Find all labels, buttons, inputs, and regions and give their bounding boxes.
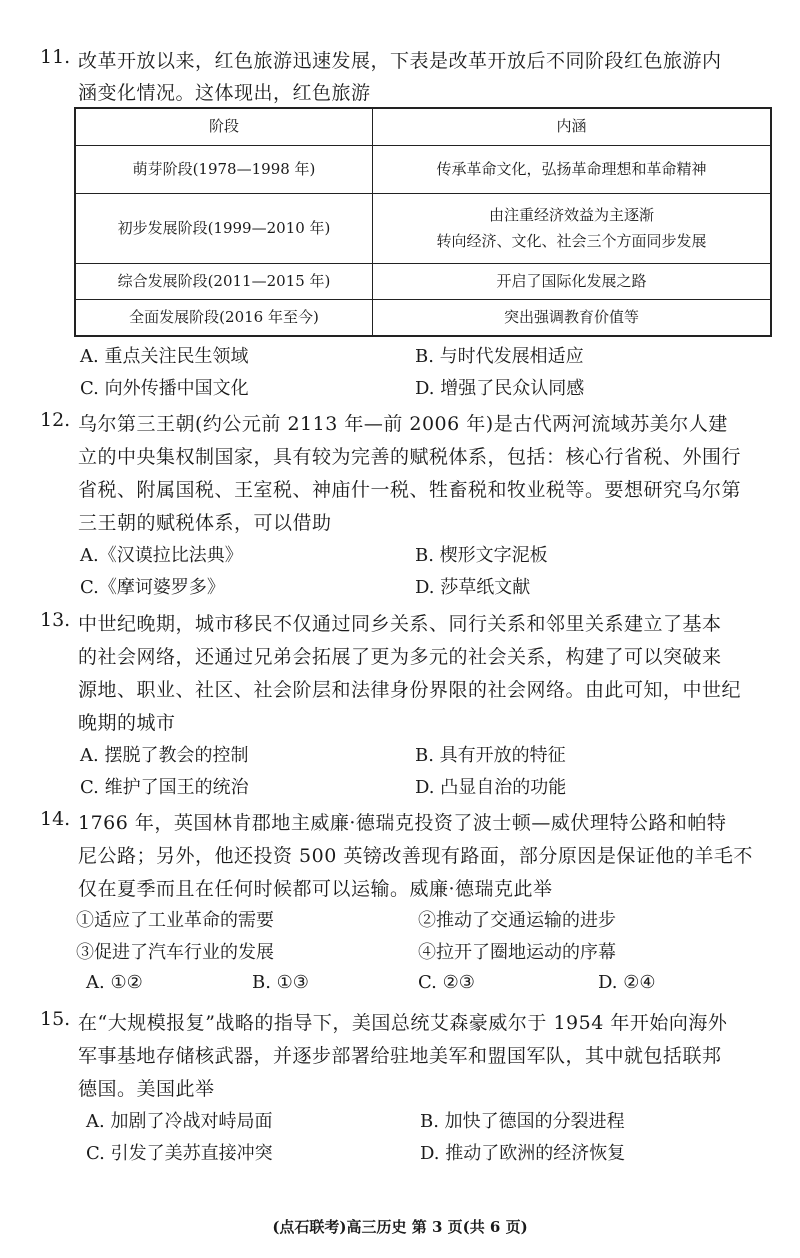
statement-3: ③促进了汽车行业的发展 [76,942,274,963]
option-d[interactable]: D. 莎草纸文献 [415,577,531,598]
question-text-line: 立的中央集权制国家，具有较为完善的赋税体系，包括：核心行省税、外围行 [78,446,742,468]
question-number: 12. [40,409,71,431]
statement-1: ①适应了工业革命的需要 [76,910,274,931]
question-text-line: 在“大规模报复”战略的指导下，美国总统艾森豪威尔于 1954 年开始向海外 [78,1012,728,1034]
table-row [75,300,771,336]
option-c[interactable]: C.《摩诃婆罗多》 [80,577,225,598]
table-header-content: 内涵 [373,108,772,146]
question-text-line: 尼公路；另外，他还投资 500 英镑改善现有路面，部分原因是保证他的羊毛不 [78,845,753,867]
option-d[interactable]: D. 增强了民众认同感 [415,378,585,399]
question-text-line: 军事基地存储核武器，并逐步部署给驻地美军和盟国军队，其中就包括联邦 [78,1045,722,1067]
question-text-line: 德国。美国此举 [78,1078,215,1100]
table-cell-content: 开启了国际化发展之路 [373,264,772,300]
option-a[interactable]: A. ①② [86,972,143,993]
option-c[interactable]: C. 引发了美苏直接冲突 [86,1143,273,1164]
option-c[interactable]: C. ②③ [418,972,475,993]
question-text-line: 1766 年，英国林肯郡地主威廉·德瑞克投资了波士顿—威伏理特公路和帕特 [78,812,727,834]
table-cell-stage: 综合发展阶段(2011—2015 年) [75,264,373,300]
option-c[interactable]: C. 维护了国王的统治 [80,777,249,798]
table-header-stage: 阶段 [75,108,373,146]
question-text-line: 涵变化情况。这体现出，红色旅游 [78,82,371,104]
question-text-line: 的社会网络，还通过兄弟会拓展了更为多元的社会关系，构建了可以突破来 [78,646,722,668]
option-b[interactable]: B. ①③ [252,972,309,993]
question-number: 14. [40,808,71,830]
option-d[interactable]: D. ②④ [598,972,656,993]
question-number: 11. [40,46,71,68]
question-text-line: 中世纪晚期，城市移民不仅通过同乡关系、同行关系和邻里关系建立了基本 [78,613,722,635]
option-c[interactable]: C. 向外传播中国文化 [80,378,249,399]
question-text-line: 晚期的城市 [78,712,176,734]
table-row [75,146,771,194]
option-d[interactable]: D. 凸显自治的功能 [415,777,567,798]
table-cell-content [373,194,772,264]
table-cell-stage: 初步发展阶段(1999—2010 年) [75,194,373,264]
table-cell-content: 传承革命文化，弘扬革命理想和革命精神 [373,146,772,194]
option-b[interactable]: B. 具有开放的特征 [415,745,566,766]
table-cell-content-line: 转向经济、文化、社会三个方面同步发展 [436,231,707,250]
tourism-stage-table [74,107,772,337]
question-text-line: 省税、附属国税、王室税、神庙什一税、牲畜税和牧业税等。要想研究乌尔第 [78,479,742,501]
option-a[interactable]: A. 加剧了冷战对峙局面 [86,1111,273,1132]
option-b[interactable]: B. 楔形文字泥板 [415,545,548,566]
question-text-line: 三王朝的赋税体系，可以借助 [78,512,332,534]
question-text-line: 仅在夏季而且在任何时候都可以运输。威廉·德瑞克此举 [78,878,553,900]
table-cell-content-line: 由注重经济效益为主逐渐 [488,206,654,224]
table-cell-content: 突出强调教育价值等 [373,300,772,336]
option-b[interactable]: B. 加快了德国的分裂进程 [420,1111,625,1132]
option-a[interactable]: A. 重点关注民生领域 [80,346,249,367]
question-text-line: 源地、职业、社区、社会阶层和法律身份界限的社会网络。由此可知，中世纪 [78,679,742,701]
question-text-line: 乌尔第三王朝(约公元前 2113 年—前 2006 年)是古代两河流域苏美尔人建 [78,413,728,435]
option-b[interactable]: B. 与时代发展相适应 [415,346,584,367]
page-footer: (点石联考)高三历史 第 3 页(共 6 页) [272,1218,528,1236]
question-text-line: 改革开放以来，红色旅游迅速发展，下表是改革开放后不同阶段红色旅游内 [78,50,722,72]
table-row [75,264,771,300]
question-number: 13. [40,609,71,631]
table-cell-stage: 全面发展阶段(2016 年至今) [75,300,373,336]
statement-4: ④拉开了圈地运动的序幕 [418,942,616,963]
question-number: 15. [40,1008,71,1030]
statement-2: ②推动了交通运输的进步 [418,910,616,931]
option-a[interactable]: A. 摆脱了教会的控制 [80,745,249,766]
option-d[interactable]: D. 推动了欧洲的经济恢复 [420,1143,626,1164]
table-row [75,194,771,264]
table-cell-stage: 萌芽阶段(1978—1998 年) [75,146,373,194]
option-a[interactable]: A.《汉谟拉比法典》 [80,545,243,566]
